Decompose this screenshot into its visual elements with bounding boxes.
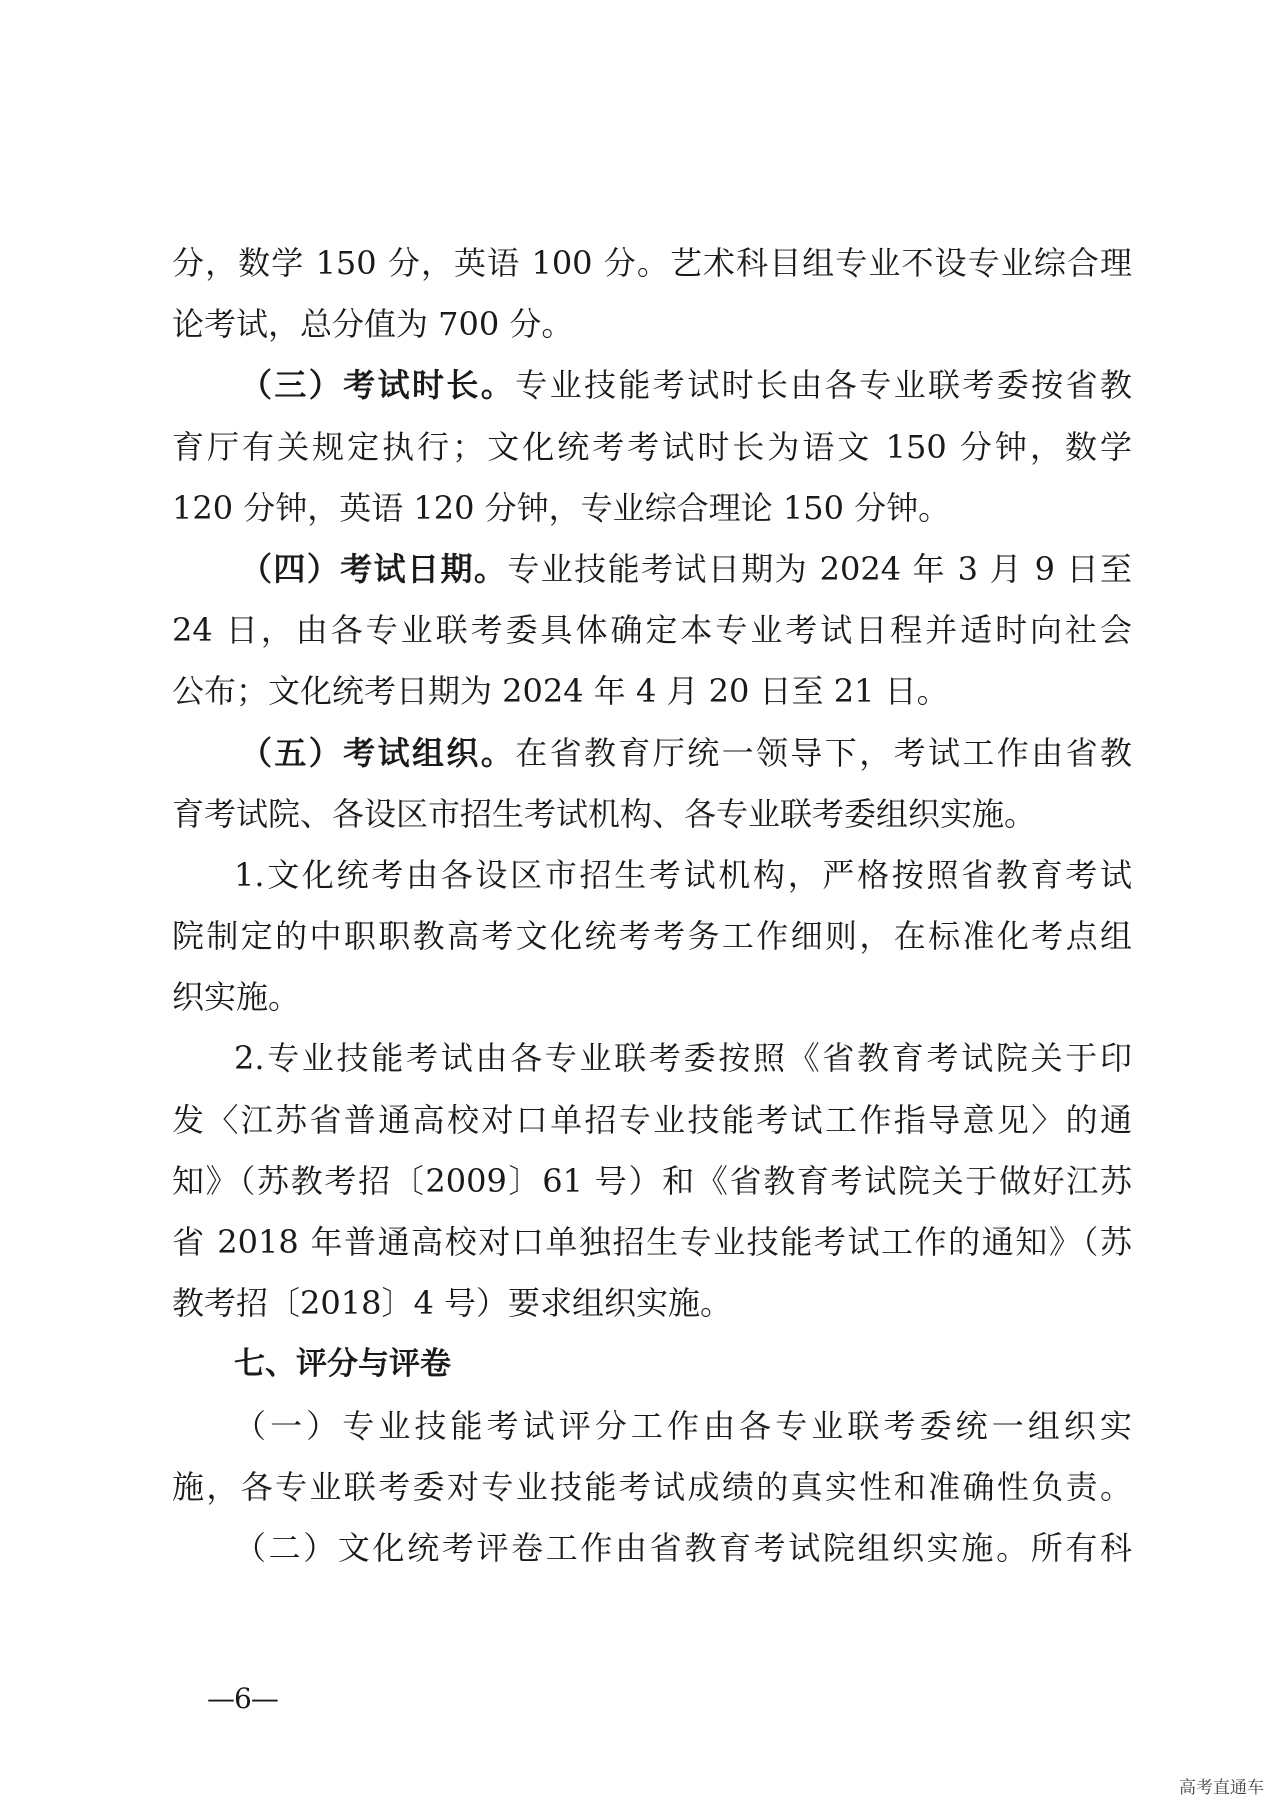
paragraph-line: 育考试院、各设区市招生考试机构、各专业联考委组织实施。: [172, 794, 1037, 833]
paragraph-line: 院制定的中职职教高考文化统考考务工作细则，在标准化考点组: [172, 917, 1132, 956]
section-heading: （三）考试时长。: [240, 366, 516, 405]
page-number: —6—: [207, 1682, 278, 1715]
paragraph-line: （一）专业技能考试评分工作由各专业联考委统一组织实: [234, 1406, 1132, 1445]
paragraph-line: 分，数学 150 分，英语 100 分。艺术科目组专业不设专业综合理: [172, 244, 1132, 282]
paragraph-line: 教考招〔2018〕4 号）要求组织实施。: [172, 1284, 732, 1323]
chapter-heading: 七、评分与评卷: [234, 1346, 451, 1383]
paragraph-line: （四）考试日期。专业技能考试日期为 2024 年 3 月 9 日至: [240, 549, 1132, 588]
paragraph-line: 省 2018 年普通高校对口单独招生专业技能考试工作的通知》（苏: [172, 1223, 1132, 1261]
paragraph-line: 施，各专业联考委对专业技能考试成绩的真实性和准确性负责。: [172, 1467, 1132, 1506]
section-heading: （五）考试组织。: [240, 733, 516, 772]
paragraph-line: 120 分钟，英语 120 分钟，专业综合理论 150 分钟。: [172, 488, 951, 527]
section-heading: （四）考试日期。: [240, 549, 508, 588]
paragraph-line: 1.文化统考由各设区市招生考试机构，严格按照省教育考试: [234, 855, 1132, 894]
paragraph-line: 知》（苏教考招〔2009〕61 号）和《省教育考试院关于做好江苏: [172, 1161, 1132, 1200]
paragraph-line: 织实施。: [172, 978, 301, 1017]
paragraph-line: 公布；文化统考日期为 2024 年 4 月 20 日至 21 日。: [172, 672, 949, 711]
paragraph-line: 2.专业技能考试由各专业联考委按照《省教育考试院关于印: [234, 1039, 1132, 1078]
paragraph-line: （二）文化统考评卷工作由省教育考试院组织实施。所有科: [234, 1528, 1132, 1567]
watermark: 高考直通车: [1179, 1778, 1264, 1798]
paragraph-line: （三）考试时长。专业技能考试时长由各专业联考委按省教: [240, 366, 1132, 405]
paragraph-line: （五）考试组织。在省教育厅统一领导下，考试工作由省教: [240, 733, 1132, 772]
paragraph-line: 发〈江苏省普通高校对口单招专业技能考试工作指导意见〉的通: [172, 1100, 1132, 1139]
paragraph-line: 育厅有关规定执行；文化统考考试时长为语文 150 分钟，数学: [172, 427, 1132, 466]
paragraph-line: 24 日，由各专业联考委具体确定本专业考试日程并适时向社会: [172, 611, 1132, 650]
paragraph-line: 论考试，总分值为 700 分。: [172, 305, 574, 344]
document-body: [172, 233, 1132, 1579]
